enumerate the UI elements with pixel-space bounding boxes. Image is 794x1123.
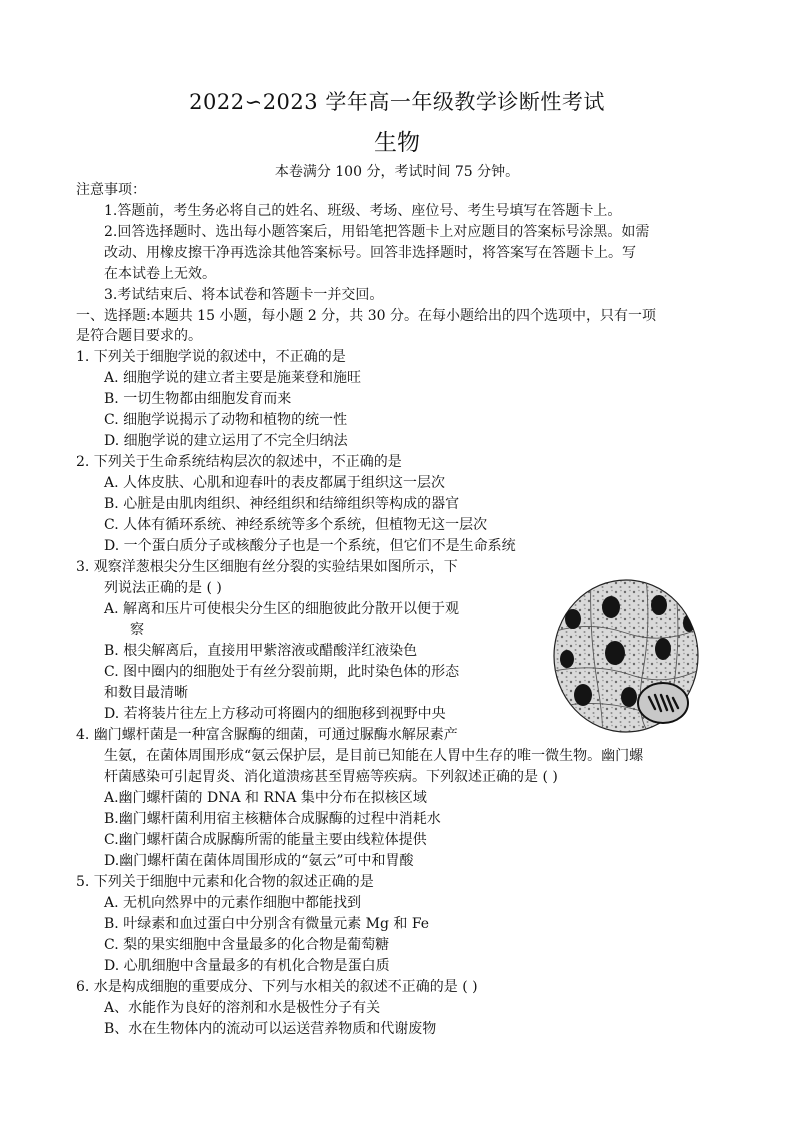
q3-option-a-line-2: 察 — [130, 622, 144, 638]
q3-option-b: B. 根尖解离后，直接用甲紫溶液或醋酸洋红液染色 — [104, 643, 418, 659]
q1-option-d: D. 细胞学说的建立运用了不完全归纳法 — [104, 433, 348, 449]
q2-option-b: B. 心脏是由肌肉组织、神经组织和结缔组织等构成的器官 — [104, 496, 460, 512]
q4-option-a: A.幽门螺杆菌的 DNA 和 RNA 集中分布在拟核区域 — [104, 790, 427, 806]
q2-stem: 2. 下列关于生命系统结构层次的叙述中，不正确的是 — [76, 454, 402, 470]
notice-item-1: 1.答题前，考生务必将自己的姓名、班级、考场、座位号、考生号填写在答题卡上。 — [104, 203, 622, 219]
q5-option-b: B. 叶绿素和血过蛋白中分别含有微量元素 Mg 和 Fe — [104, 916, 430, 932]
q4-option-b: B.幽门螺杆菌利用宿主核糖体合成脲酶的过程中消耗水 — [104, 811, 441, 827]
circled-cell — [638, 683, 688, 723]
q1-option-b: B. 一切生物都由细胞发育而来 — [104, 391, 292, 407]
q5-stem: 5. 下列关于细胞中元素和化合物的叙述正确的是 — [76, 874, 374, 890]
q3-stem-line-2: 列说法正确的是 ( ) — [104, 580, 222, 596]
notice-item-2-line-3: 在本试卷上无效。 — [104, 266, 216, 282]
q6-option-a: A、水能作为良好的溶剂和水是极性分子有关 — [104, 1000, 381, 1016]
section-heading-line-2: 是符合题目要求的。 — [76, 328, 202, 344]
micrograph-figure — [551, 571, 701, 733]
q6-stem: 6. 水是构成细胞的重要成分、下列与水相关的叙述不正确的是 ( ) — [76, 979, 478, 995]
q2-option-a: A. 人体皮肤、心肌和迎春叶的表皮都属于组织这一层次 — [104, 475, 446, 491]
exam-info: 本卷满分 100 分，考试时间 75 分钟。 — [274, 164, 520, 180]
q5-option-a: A. 无机向然界中的元素作细胞中都能找到 — [104, 895, 362, 911]
q4-option-d: D.幽门螺杆菌在菌体周围形成的“氨云”可中和胃酸 — [104, 853, 414, 869]
q2-option-c: C. 人体有循环系统、神经系统等多个系统，但植物无这一层次 — [104, 517, 488, 533]
notice-heading: 注意事项： — [76, 182, 146, 198]
q1-option-c: C. 细胞学说揭示了动物和植物的统一性 — [104, 412, 348, 428]
q3-option-c-line-1: C. 图中圈内的细胞处于有丝分裂前期，此时染色体的形态 — [104, 664, 460, 680]
notice-item-3: 3.考试结束后、将本试卷和答题卡一并交回。 — [104, 287, 384, 303]
section-heading-line-1: 一、选择题:本题共 15 小题，每小题 2 分，共 30 分。在每小题给出的四个选项中，只有一项 — [76, 308, 656, 324]
q3-stem-line-1: 3. 观察洋葱根尖分生区细胞有丝分裂的实验结果如图所示，下 — [76, 559, 458, 575]
notice-item-2-line-2: 改动、用橡皮擦干净再选涂其他答案标号。回答非选择题时，将答案写在答题卡上。写 — [104, 245, 636, 261]
q5-option-c: C. 梨的果实细胞中含量最多的化合物是葡萄糖 — [104, 937, 390, 953]
q3-option-a-line-1: A. 解离和压片可使根尖分生区的细胞彼此分散开以便于观 — [104, 601, 460, 617]
q4-stem-line-1: 4. 幽门螺杆菌是一种富含脲酶的细菌，可通过脲酶水解尿素产 — [76, 727, 458, 743]
q4-stem-line-3: 杆菌感染可引起胃炎、消化道溃疡甚至胃癌等疾病。下列叙述正确的是 ( ) — [104, 769, 558, 785]
notice-item-2-line-1: 2.回答选择题时、选出每小题答案后，用铅笔把答题卡上对应题目的答案标号涂黑。如需 — [104, 224, 650, 240]
q4-option-c: C.幽门螺杆菌合成脲酶所需的能量主要由线粒体提供 — [104, 832, 427, 848]
q2-option-d: D. 一个蛋白质分子或核酸分子也是一个系统，但它们不是生命系统 — [104, 538, 516, 554]
q1-stem: 1. 下列关于细胞学说的叙述中，不正确的是 — [76, 349, 346, 365]
q5-option-d: D. 心肌细胞中含量最多的有机化合物是蛋白质 — [104, 958, 390, 974]
subject-title: 生物 — [374, 130, 420, 156]
q3-option-d: D. 若将装片往左上方移动可将圈内的细胞移到视野中央 — [104, 706, 446, 722]
q4-stem-line-2: 生氨，在菌体周围形成“氨云保护层，是目前已知能在人胃中生存的唯一微生物。幽门螺 — [104, 748, 644, 764]
q3-option-c-line-2: 和数目最清晰 — [104, 685, 188, 701]
exam-title: 2022∽2023 学年高一年级教学诊断性考试 — [189, 90, 605, 114]
q1-option-a: A. 细胞学说的建立者主要是施莱登和施旺 — [104, 370, 362, 386]
q6-option-b: B、水在生物体内的流动可以运送营养物质和代谢废物 — [104, 1021, 437, 1037]
